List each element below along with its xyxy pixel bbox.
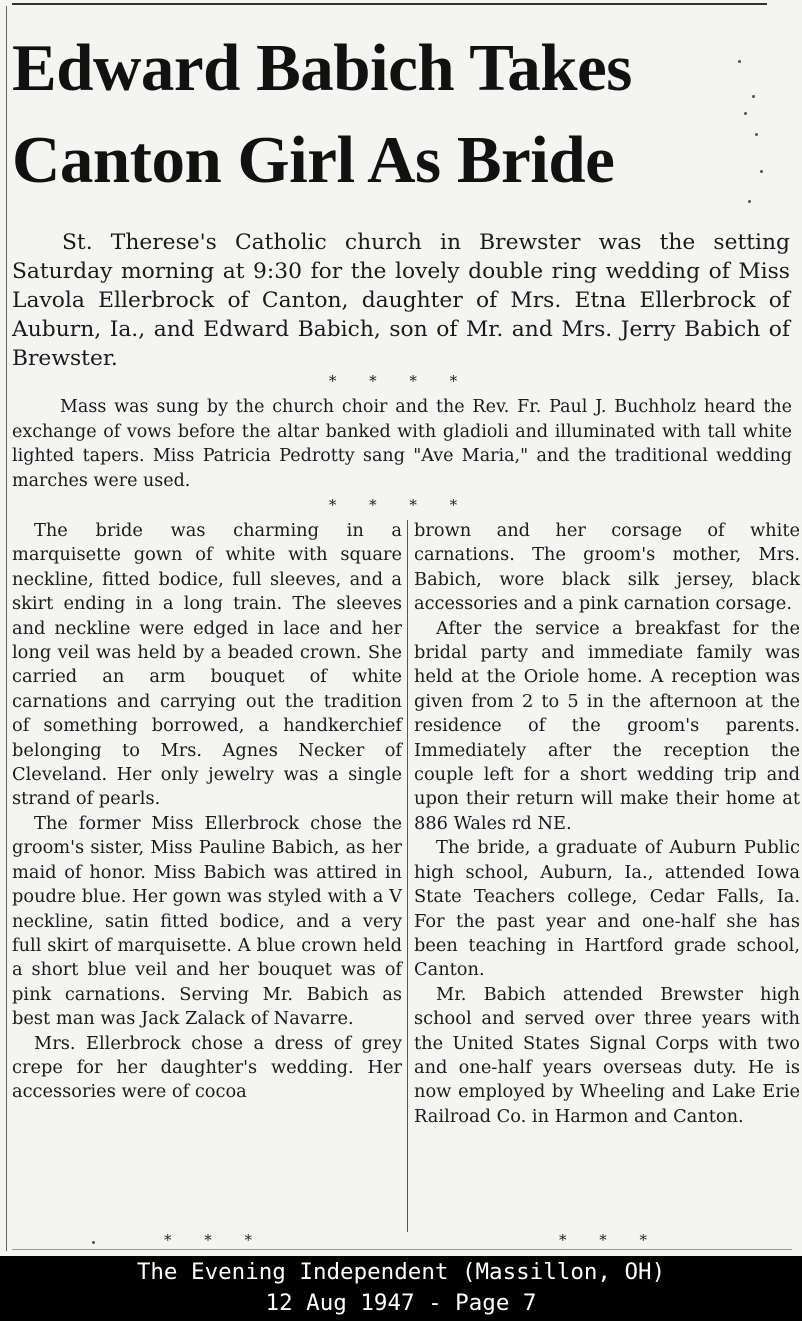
source-publication: The Evening Independent (Massillon, OH) <box>136 1259 666 1285</box>
end-stars-left: * * * <box>163 1231 267 1249</box>
lead-text: St. Therese's Catholic church in Brewster was the setting Saturday morning at 9:30 for the lovely double ring wedding of Miss Lavola Ellerbrock of Canton, daughter of Mrs. Etna Ellerbrock of Auburn, Ia., and Edward Babich, son of Mr. and Mrs. Jerry Babich of Brewster. <box>12 230 790 371</box>
column-paragraph: After the service a breakfast for the bridal party and immediate family was held at the Oriole home. A reception was given from 2 to 5 in the afternoon at the residence of the groom's parents. Immediately after the reception the couple left for a short wedding trip and upon their return will make their home at 886 Wales rd NE. <box>414 617 800 834</box>
bottom-rule <box>12 1249 792 1250</box>
column-paragraph: The bride was charming in a marquisette gown of white with square neckline, fitted bodice, full sleeves, and a skirt ending in a long train. The sleeves and neckline were edged in lace and her long veil was held by a beaded crown. She carried an arm bouquet of white carnations and carrying out the tradition of something borrowed, a handkerchief belonging to Mrs. Agnes Necker of Cleveland. Her only jewelry was a single strand of pearls. <box>12 520 402 810</box>
left-column <box>12 519 402 1105</box>
top-rule <box>12 3 767 5</box>
source-date-page: 12 Aug 1947 - Page 7 <box>265 1290 537 1316</box>
separator-stars: * * * * <box>328 496 472 514</box>
right-column <box>414 519 800 1129</box>
column-divider <box>407 520 408 1232</box>
column-paragraph: The former Miss Ellerbrock chose the groom's sister, Miss Pauline Babich, as her maid of honor. Miss Babich was attired in poudre blue. Her gown was styled with a V neckline, satin fitted bodice, and a very full skirt of marquisette. A blue crown held a short blue veil and her bouquet was of pink carnations. Serving Mr. Babich as best man was Jack Zalack of Navarre. <box>12 812 402 1030</box>
mass-paragraph <box>12 395 792 493</box>
column-paragraph: Mrs. Ellerbrock chose a dress of grey crepe for her daughter's wedding. Her accessories were of cocoa <box>12 1032 402 1103</box>
left-rule <box>6 6 7 1251</box>
source-caption <box>0 1256 802 1321</box>
mass-text: Mass was sung by the church choir and the Rev. Fr. Paul J. Buchholz heard the exchange of vows before the altar banked with gladioli and illuminated with tall white lighted tapers. Miss Patricia Pedrotty sang "Ave Maria," and the traditional wedding marches were used. <box>12 397 792 491</box>
headline: Edward Babich Takes Canton Girl As Bride <box>12 31 632 197</box>
end-stars-right: * * * <box>558 1231 662 1249</box>
separator-stars: * * * * <box>328 372 472 390</box>
column-paragraph: Mr. Babich attended Brewster high school and served over three years with the United States Signal Corps with two and one-half years overseas duty. He is now employed by Wheeling and Lake Erie Railroad Co. in Harmon and Canton. <box>414 983 800 1127</box>
column-paragraph: brown and her corsage of white carnations. The groom's mother, Mrs. Babich, wore black silk jersey, black accessories and a pink carnation corsage. <box>414 520 800 615</box>
column-paragraph: The bride, a graduate of Auburn Public high school, Auburn, Ia., attended Iowa State Teachers college, Cedar Falls, Ia. For the past year and one-half she has been teaching in Hartford grade school, Canton. <box>414 837 800 981</box>
lead-paragraph <box>12 228 790 373</box>
